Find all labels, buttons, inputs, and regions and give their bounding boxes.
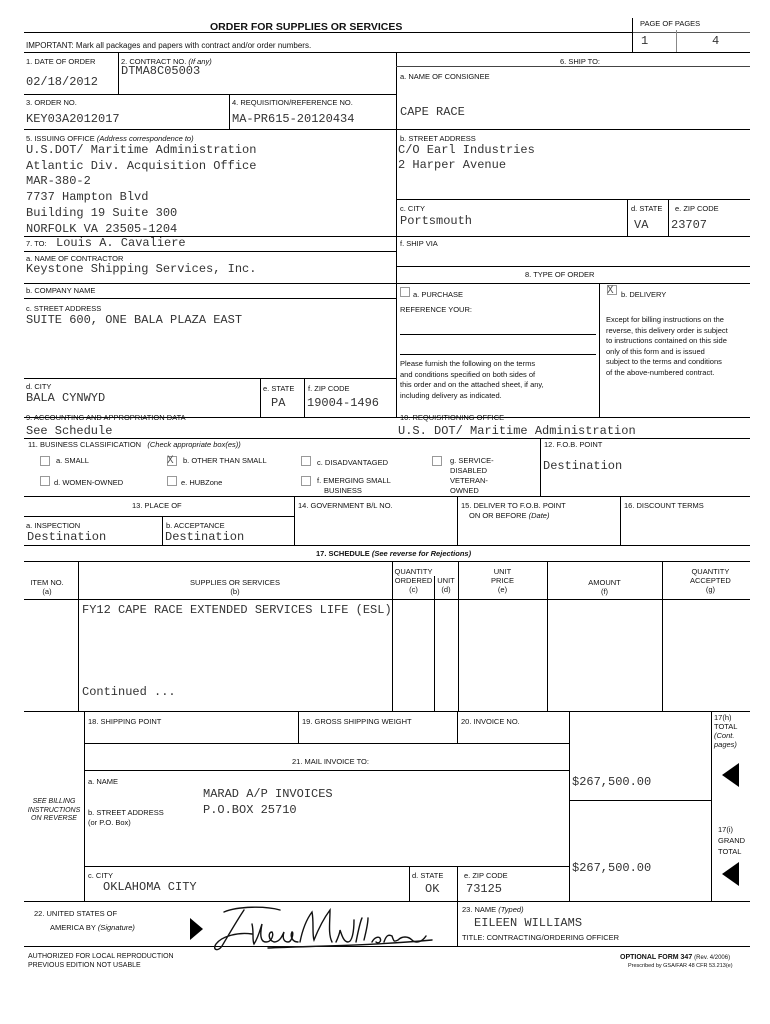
ship-street-field[interactable]: C/O Earl Industries 2 Harper Avenue: [398, 143, 535, 172]
gov-bl-label: 14. GOVERNMENT B/L NO.: [298, 501, 393, 510]
disadvantaged-checkbox[interactable]: [301, 456, 311, 466]
contractor-state-field[interactable]: PA: [271, 396, 286, 410]
women-owned-label: d. WOMEN-OWNED: [54, 478, 124, 487]
order-no-field[interactable]: KEY03A2012017: [26, 112, 120, 126]
contract-no-field[interactable]: DTMA8C05003: [121, 64, 201, 78]
contract-no-label: 2. CONTRACT NO. (If any): [121, 57, 212, 66]
service-disabled-checkbox[interactable]: [432, 456, 442, 466]
contractor-state-label: e. STATE: [263, 384, 295, 393]
other-than-small-label: b. OTHER THAN SMALL: [183, 456, 267, 465]
contractor-zip-field[interactable]: 19004-1496: [307, 396, 380, 410]
mail-invoice-label: 21. MAIL INVOICE TO:: [292, 757, 369, 766]
inspection-label: a. INSPECTION: [26, 521, 81, 530]
purchase-label: a. PURCHASE: [413, 290, 464, 299]
delivery-order-note: Except for billing instructions on the reverse, this delivery order is subject to instructions contained on this side only of this form and is issued subject to the terms and conditions of the above-numbered contract.: [606, 315, 728, 377]
grand-total-label: 17(i) GRAND TOTAL: [718, 825, 746, 856]
other-than-small-check-mark: X: [167, 455, 174, 467]
page-count: 4: [712, 34, 720, 48]
company-name-label: b. COMPANY NAME: [26, 286, 96, 295]
deliver-to-label: 15. DELIVER TO F.O.B. POINT ON OR BEFORE (Date): [461, 501, 566, 520]
invoice-zip-field[interactable]: 73125: [466, 882, 503, 896]
hubzone-checkbox[interactable]: [167, 476, 177, 486]
requisitioning-office-label: 10. REQUISITIONING OFFICE: [400, 413, 505, 422]
billing-instructions-note: SEE BILLING INSTRUCTIONS ON REVERSE: [27, 798, 81, 822]
ship-zip-field[interactable]: 23707: [671, 218, 708, 232]
small-label: a. SMALL: [56, 456, 89, 465]
page-number: 1: [641, 34, 649, 48]
total-arrow-icon: [722, 763, 739, 787]
officer-name-field[interactable]: EILEEN WILLIAMS: [474, 916, 583, 930]
purchase-checkbox[interactable]: [400, 287, 410, 297]
type-of-order-label: 8. TYPE OF ORDER: [525, 270, 595, 279]
invoice-city-label: c. CITY: [88, 871, 114, 880]
grand-total-arrow-icon: [722, 862, 739, 886]
issuing-office-field[interactable]: U.S.DOT/ Maritime Administration Atlantic Div. Acquisition Office MAR-380-2 7737 Hampton Blvd Building 19 Suite 300 NORFOLK VA 23505-1204: [26, 143, 257, 236]
delivery-check-mark: X: [607, 285, 614, 297]
place-of-label: 13. PLACE OF: [132, 501, 182, 510]
amount-header: AMOUNT (f): [588, 578, 621, 596]
acceptance-label: b. ACCEPTANCE: [166, 521, 225, 530]
item-no-header: ITEM NO. (a): [30, 578, 64, 596]
small-checkbox[interactable]: [40, 456, 50, 466]
schedule-label: 17. SCHEDULE (See reverse for Rejections): [316, 549, 472, 558]
unit-header: UNIT (d): [437, 576, 455, 594]
consignee-field[interactable]: CAPE RACE: [400, 105, 465, 119]
requisitioning-office-field[interactable]: U.S. DOT/ Maritime Administration: [398, 424, 636, 438]
service-disabled-label: g. SERVICE- DISABLED VETERAN- OWNED: [450, 456, 494, 495]
disadvantaged-label: c. DISADVANTAGED: [317, 458, 388, 467]
discount-terms-label: 16. DISCOUNT TERMS: [624, 501, 704, 510]
requisition-no-label: 4. REQUISITION/REFERENCE NO.: [232, 98, 353, 107]
supplies-header: SUPPLIES OR SERVICES (b): [190, 578, 280, 596]
quantity-ordered-header: QUANTITY ORDERED (c): [394, 567, 433, 594]
to-field[interactable]: Louis A. Cavaliere: [56, 236, 186, 250]
form-title: ORDER FOR SUPPLIES OR SERVICES: [210, 21, 403, 33]
contractor-name-field[interactable]: Keystone Shipping Services, Inc.: [26, 262, 257, 276]
ship-state-label: d. STATE: [631, 204, 663, 213]
contractor-street-label: c. STREET ADDRESS: [26, 304, 102, 313]
emerging-small-checkbox[interactable]: [301, 476, 311, 486]
ship-city-field[interactable]: Portsmouth: [400, 214, 473, 228]
order-no-label: 3. ORDER NO.: [26, 98, 77, 107]
accounting-field[interactable]: See Schedule: [26, 424, 113, 438]
ship-zip-label: e. ZIP CODE: [675, 204, 719, 213]
invoice-name-label: a. NAME: [88, 777, 119, 786]
signature-arrow-icon: [190, 918, 203, 940]
invoice-state-label: d. STATE: [412, 871, 444, 880]
contractor-street-field[interactable]: SUITE 600, ONE BALA PLAZA EAST: [26, 313, 243, 327]
ship-via-label: f. SHIP VIA: [400, 239, 438, 248]
contractor-zip-label: f. ZIP CODE: [308, 384, 350, 393]
invoice-name-field[interactable]: MARAD A/P INVOICES: [203, 787, 333, 801]
signature-image: [208, 902, 440, 954]
ship-state-field[interactable]: VA: [634, 218, 649, 232]
authorized-note: AUTHORIZED FOR LOCAL REPRODUCTION PREVIOUS EDITION NOT USABLE: [28, 953, 174, 969]
date-of-order-label: 1. DATE OF ORDER: [26, 57, 96, 66]
issuing-office-label: 5. ISSUING OFFICE (Address correspondence to): [26, 134, 194, 143]
quantity-accepted-header: QUANTITY ACCEPTED (g): [690, 567, 731, 594]
fob-point-field[interactable]: Destination: [543, 459, 623, 473]
gross-weight-label: 19. GROSS SHIPPING WEIGHT: [302, 717, 412, 726]
purchase-order-note: Please furnish the following on the terms and conditions specified on both sides of this order and on the attached sheet, if any, including delivery as indicated.: [400, 359, 544, 400]
supplies-continued: Continued ...: [82, 685, 176, 699]
ship-city-label: c. CITY: [400, 204, 426, 213]
invoice-street-field[interactable]: P.O.BOX 25710: [203, 803, 297, 817]
total-label: 17(h) TOTAL (Cont. pages): [714, 713, 738, 749]
grand-total-field[interactable]: $267,500.00: [572, 861, 652, 875]
hubzone-label: e. HUBZone: [181, 478, 223, 487]
reference-your-label: REFERENCE YOUR:: [400, 305, 472, 314]
invoice-no-label: 20. INVOICE NO.: [461, 717, 520, 726]
name-typed-label: 23. NAME (Typed): [462, 905, 524, 914]
consignee-label: a. NAME OF CONSIGNEE: [400, 72, 490, 81]
contractor-city-field[interactable]: BALA CYNWYD: [26, 391, 106, 405]
supplies-line-1[interactable]: FY12 CAPE RACE EXTENDED SERVICES LIFE (ESL): [82, 603, 392, 617]
page-label: PAGE OF PAGES: [640, 19, 701, 28]
invoice-zip-label: e. ZIP CODE: [464, 871, 508, 880]
shipping-point-label: 18. SHIPPING POINT: [88, 717, 162, 726]
acceptance-field[interactable]: Destination: [165, 530, 245, 544]
accounting-label: 9. ACCOUNTING AND APPROPRIATION DATA: [26, 413, 186, 422]
optional-form-label: OPTIONAL FORM 347 (Rev. 4/2006): [620, 954, 731, 961]
important-note: IMPORTANT: Mark all packages and papers with contract and/or order numbers.: [26, 41, 312, 50]
officer-title-label: TITLE: CONTRACTING/ORDERING OFFICER: [462, 933, 620, 942]
invoice-state-field[interactable]: OK: [425, 882, 440, 896]
business-class-label: 11. BUSINESS CLASSIFICATION (Check appropriate box(es)): [28, 440, 241, 449]
usa-by-label: 22. UNITED STATES OF AMERICA BY (Signature): [34, 909, 135, 932]
contractor-city-label: d. CITY: [26, 382, 52, 391]
date-of-order-field[interactable]: 02/18/2012: [26, 75, 99, 89]
to-label: 7. TO:: [26, 239, 47, 248]
women-owned-checkbox[interactable]: [40, 476, 50, 486]
invoice-street-label: b. STREET ADDRESS (or P.O. Box): [88, 808, 164, 827]
contractor-name-label: a. NAME OF CONTRACTOR: [26, 254, 124, 263]
invoice-city-field[interactable]: OKLAHOMA CITY: [103, 880, 197, 894]
prescribed-note: Prescribed by GSA/FAR 48 CFR 53.213(e): [628, 963, 733, 969]
emerging-small-label: f. EMERGING SMALL BUSINESS: [317, 476, 391, 495]
unit-price-header: UNIT PRICE (e): [491, 567, 514, 594]
inspection-field[interactable]: Destination: [27, 530, 107, 544]
delivery-label: b. DELIVERY: [621, 290, 667, 299]
fob-point-label: 12. F.O.B. POINT: [544, 440, 603, 449]
total-amount-field[interactable]: $267,500.00: [572, 775, 652, 789]
ship-street-label: b. STREET ADDRESS: [400, 134, 476, 143]
requisition-no-field[interactable]: MA-PR615-20120434: [232, 112, 355, 126]
ship-to-label: 6. SHIP TO:: [560, 57, 601, 66]
